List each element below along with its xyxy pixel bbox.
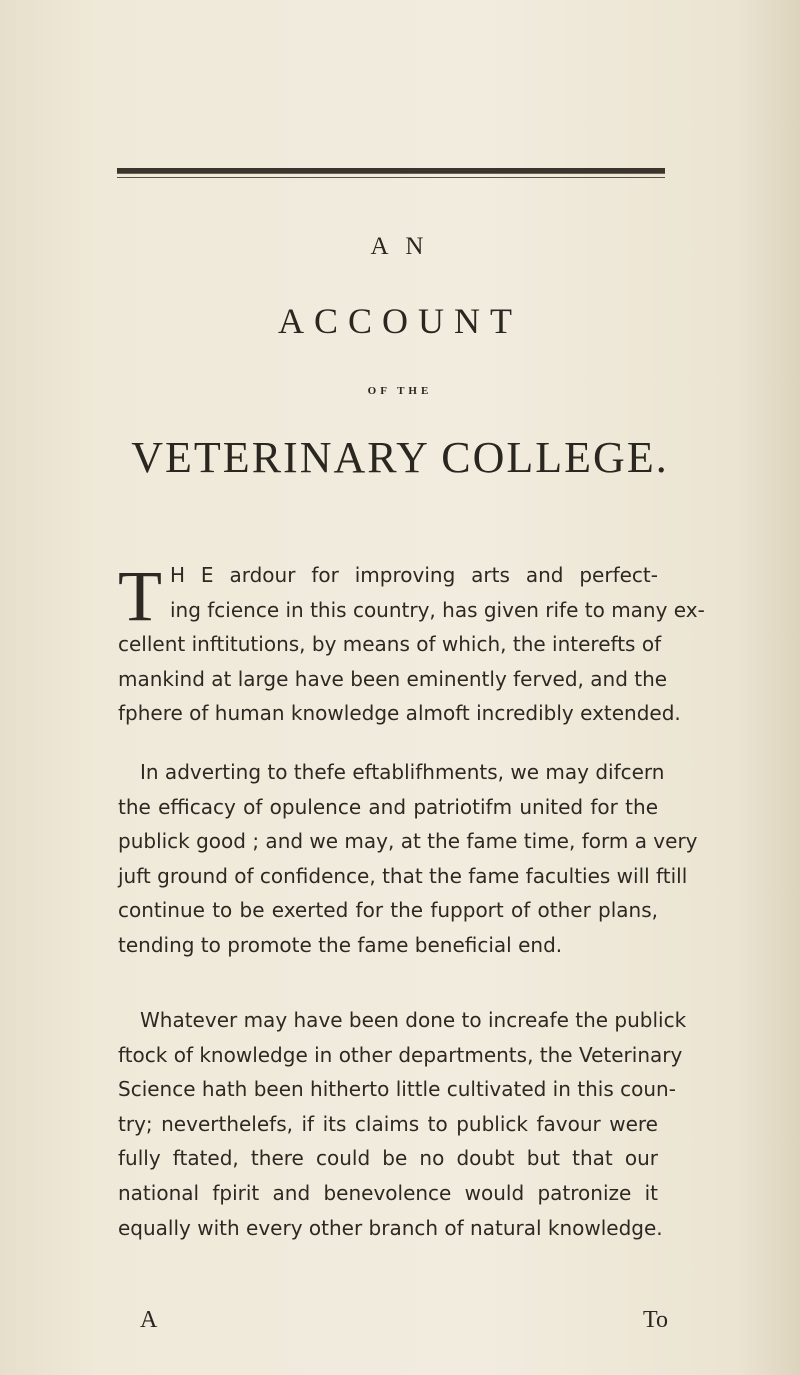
catchword: To [643,1307,668,1333]
text-line: ing fcience in this country, has given rife to many ex- [169,597,705,622]
drop-cap: T [118,556,162,636]
text-line: national fpirit and benevolence would patronize it [118,1180,658,1205]
text-line: publick good ; and we may, at the fame time, form a very [118,829,698,854]
paragraph-3 [118,1003,687,1245]
text-line: In adverting to thefe eftablifhments, we may difcern [140,760,665,784]
text-line: Whatever may have been done to increafe the publick [140,1008,687,1032]
text-line: Science hath been hitherto little cultivated in this coun- [118,1077,676,1102]
text-line: ftock of knowledge in other departments, the Veterinary [118,1042,683,1067]
text-line: the efficacy of opulence and patriotifm united for the [118,794,658,819]
text-line: fully ftated, there could be no doubt but that our [118,1146,658,1171]
text-line: equally with every other branch of natural knowledge. [118,1215,663,1240]
title-an: A N [370,233,430,260]
signature-mark: A [140,1307,158,1333]
paragraph-2 [118,755,698,963]
title-of-the: OF THE [367,385,433,397]
text-line: cellent inftitutions, by means of which, the interefts of [118,632,662,657]
top-rule-thin [117,177,665,178]
top-rule [117,168,665,174]
title-account: ACCOUNT [277,301,522,341]
text-line: tending to promote the fame beneficial end. [118,932,563,957]
text-line: try; neverthelefs, if its claims to publick favour were [118,1111,658,1136]
text-line: continue to be exerted for the fupport of other plans, [118,898,658,923]
title-college: VETERINARY COLLEGE. [131,433,669,482]
text-line: H E ardour for improving arts and perfect- [169,563,658,587]
text-line: mankind at large have been eminently ferved, and the [118,666,668,691]
paragraph-1 [118,556,705,731]
text-line: fphere of human knowledge almoft incredibly extended. [118,701,681,726]
text-line: juft ground of confidence, that the fame faculties will ftill [118,863,688,888]
